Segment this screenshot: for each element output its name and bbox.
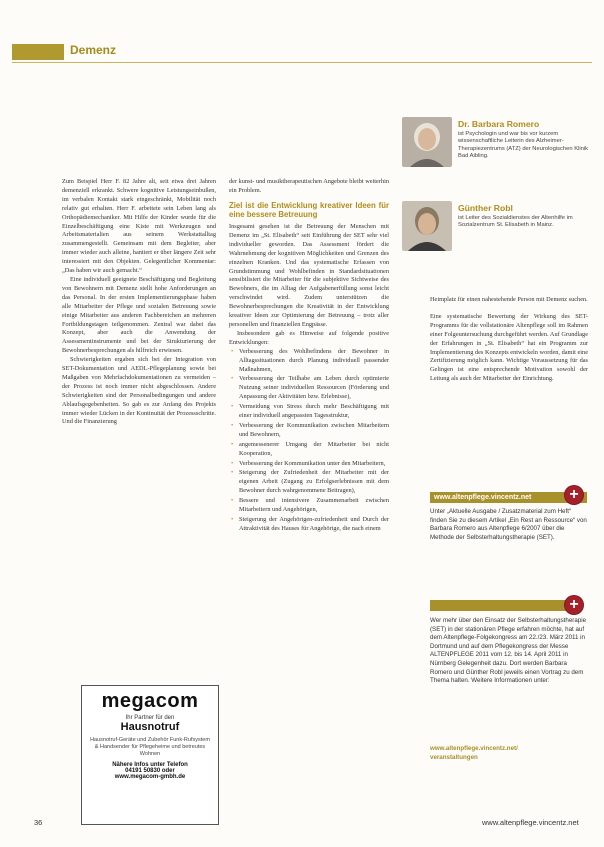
paragraph: Eine systematische Bewertung der Wirkung des SET-Programms für die vollstationäre Altenpflege soll im Rahmen einer Folgeuntersuchung durchgeführt werden. Auf Grundlage der Erfahrungen in „St. Elisabeth“ hat ein Programm zur Implementierung des Konzepts entwickeln worden, damit eine Zertifizierung möglich kann. Wichtige Voraussetzung für das Gelingen ist eine entsprechende Motivation sowohl der Leitung als auch der Mitarbeiter der Einrichtung. [430,312,588,383]
paragraph: Heimplatz für einen nahestehende Person mit Demenz suchen. [430,296,588,303]
author-photo-robl [402,201,452,251]
event-link[interactable]: www.altenpflege.vincentz.net/ [430,745,518,752]
plus-icon: + [565,596,583,614]
benefits-list [229,348,389,534]
plus-icon: + [565,486,583,504]
event-box-header [430,600,579,611]
list-item: • Vermeidung von Stress durch mehr Beschäftigung mit einer individuell angepassten Tagesstruktur, [239,403,389,421]
paragraph: Insgesamt gesehen ist die Betreuung der Menschen mit Demenz im „St. Elisabeth“ seit Einführung der SET sehr viel individueller geworden. Das Assessment fördert die Wahrnehmung der kognitiven Möglichkeiten und Grenzen des einzelnen Kranken. Und das systematische Erfassen von Grundstimmung und Wohlbefinden in Standardsituationen sensibilisiert die Mitarbeiter für die subjektive Sichtweise des Bewohners, die im Alltag der Aufgabenerfüllung sonst leicht verschwindet wird. Zudem unterstützen die Bewohnerbesprechungen die Kreativität in der Entwicklung kreativer Ideen zur Optimierung der Betreuung – trotz aller personellen und finanziellen Engpässe. [229,223,389,328]
list-item: • Steigerung der Angehörigen-zufriedenheit und Durch der Attraktivität des Hauses für Angehörige, die nach einem [239,516,389,534]
event-box-text: Wer mehr über den Einsatz der Selbsterhaltungstherapie (SET) in der stationären Pflege erfahren möchte, hat auf dem Altenpflege-Folgekongress am 22./23. März 2011 in Dortmund und auf dem Pflegekongress der Messe ALTENPFLEGE 2011 vom 12. bis 14. April 2011 in Nürnberg Gelegenheit dazu. Dort werden Barbara Romero und Günther Robl jeweils einen Vortrag zu dem Thema halten. Weitere Informationen unter: [430,617,587,685]
author-box-romero [402,117,597,175]
paragraph: Schwierigkeiten ergaben sich bei der Integration von SET-Dokumentation und AEDL-Pflegeplanung sowie bei Maßgaben von Mehrfachdokumentationen zu vermeiden – der Prozess ist noch immer nicht abgeschlossen. Andere Schwierigkeiten sind der Personalbedingungen und andere Ablaufsgegebenheiten. So gab es zur Anfang des Projekts immer wieder Lücken in der Kontinuität der Prozessschritte. Und die Finanzierung [62,356,216,426]
ad-body: Hausnotruf-Geräte und Zubehör Funk-Rufsystem & Handsender für Pflegeheime und betreutes Wohnen [90,737,210,757]
page-number: 36 [34,818,43,827]
list-item: • Verbesserung der Teilhabe am Leben durch optimierte Nutzung seiner individuellen Ressourcen (Förderung und Anpassung der Aktivitäten bzw. Erlebnisse), [239,375,389,402]
ad-url[interactable]: www.megacom-gmbh.de [114,774,186,780]
list-item: • Bessere und intensivere Zusammenarbeit zwischen Mitarbeitern und Angehörigen, [239,497,389,515]
paragraph: Eine individuell geeignete Beschäftigung und Begleitung von Bewohnern mit Demenz stellt hohe Anforderungen an das Personal. In der ersten Implementierungsphase haben alle Mitarbeiter der Pflege und sozialen Betreuung sowie einige Mitarbeiter aus anderen Fachbereichen an mehreren Fortbildungstagen teilgenommen. Zentral war dabei das Konzept, aber auch die Anwendung der Assessmentinstrumente und bei der Strukturierung der Bewohnerbesprechungen als hilfreich erwiesen. [62,275,216,355]
section-title: Demenz [70,43,117,57]
author-bio-romero: ist Psychologin und war bis vor kurzem wissenschaftliche Leiterin des Alzheimer-Therapiezentrums (ATZ) der Neurologischen Klinik Bad Aibling. [458,131,589,160]
advertisement[interactable] [81,685,219,825]
paragraph: der kunst- und musiktherapeutischen Angebote bleibt weiterhin ein Problem. [229,178,389,194]
ad-line: Ihr Partner für den [125,715,175,721]
section-color-bar [12,44,64,60]
subheading: Ziel ist die Entwicklung kreativer Ideen für eine bessere Betreuung [229,200,389,220]
paragraph: Insbesondere gab es Hinweise auf folgende positive Entwicklungen: [229,329,389,346]
author-photo-romero [402,117,452,167]
column-3 [430,296,588,384]
ad-cta: Nähere Infos unter Telefon [112,762,188,768]
list-item: • Verbesserung des Wohlbefindens der Bewohner in Alltagssituationen durch Planung individuell passender Maßnahmen, [239,348,389,375]
header-rule [12,62,592,63]
author-name-romero: Dr. Barbara Romero [458,119,540,129]
list-item: • Steigerung der Zufriedenheit der Mitarbeiter mit der eigenen Arbeit (Zugang zu Erfolgserlebnissen mit dem Bewohner durch wahrgenommene Beitragen), [239,469,389,496]
paragraph: Zum Beispiel Herr F. 82 Jahre alt, seit etwa drei Jahren demenziell erkrankt. Schwere kognitive Leistungseinbußen, im verbalen Kontakt stark eingeschränkt, Mobilität noch relativ gut erhalten. Herr F. arbeitete sein Leben lang als Orthopädiemechaniker. Mit Hilfe der Kinder wurde für die Einzelbeschäftigung eine Kiste mit Werkzeugen und Arbeitsmaterialien aus seinem Werkstattalltag zusammengestellt. Gemeinsam mit dem Begleiter, aber immer wieder auch alleine, hantiert er über längere Zeit sehr interessiert mit den Objekten. Gelegentlicher Kommentar: „Das haben wir auch gemacht.“ [62,178,216,275]
footer-url: www.altenpflege.vincentz.net [482,818,579,827]
column-2 [229,178,389,535]
web-box-text: Unter „Aktuelle Ausgabe / Zusatzmaterial zum Heft“ finden Sie zu diesem Artikel „Ein Rest an Ressource“ von Barbara Romero aus Altenpflege 6/2007 über die Methode der Selbsterhaltungstherapie (SET). [430,508,587,541]
event-link-path[interactable]: veranstaltungen [430,754,478,761]
ad-phone: 04191 50830 oder [125,768,175,774]
ad-title: Hausnotruf [120,721,180,733]
list-item: • Verbesserung der Kommunikation zwischen Mitarbeitern und Bewohnern, [239,422,389,440]
ad-brand: megacom [101,690,199,712]
author-box-robl [402,201,597,259]
author-name-robl: Günther Robl [458,203,513,213]
web-box-header[interactable]: www.altenpflege.vincentz.net [430,492,587,503]
column-1 [62,178,216,427]
list-item: • angemessenerer Umgang der Mitarbeiter bei nicht Kooperation, [239,441,389,459]
list-item: • Verbesserung der Kommunikation unter den Mitarbeitern, [239,460,389,469]
author-bio-robl: ist Leiter des Sozialdienstes der Altenhilfe im Sozialzentrum St. Elisabeth in Mainz. [458,215,573,229]
